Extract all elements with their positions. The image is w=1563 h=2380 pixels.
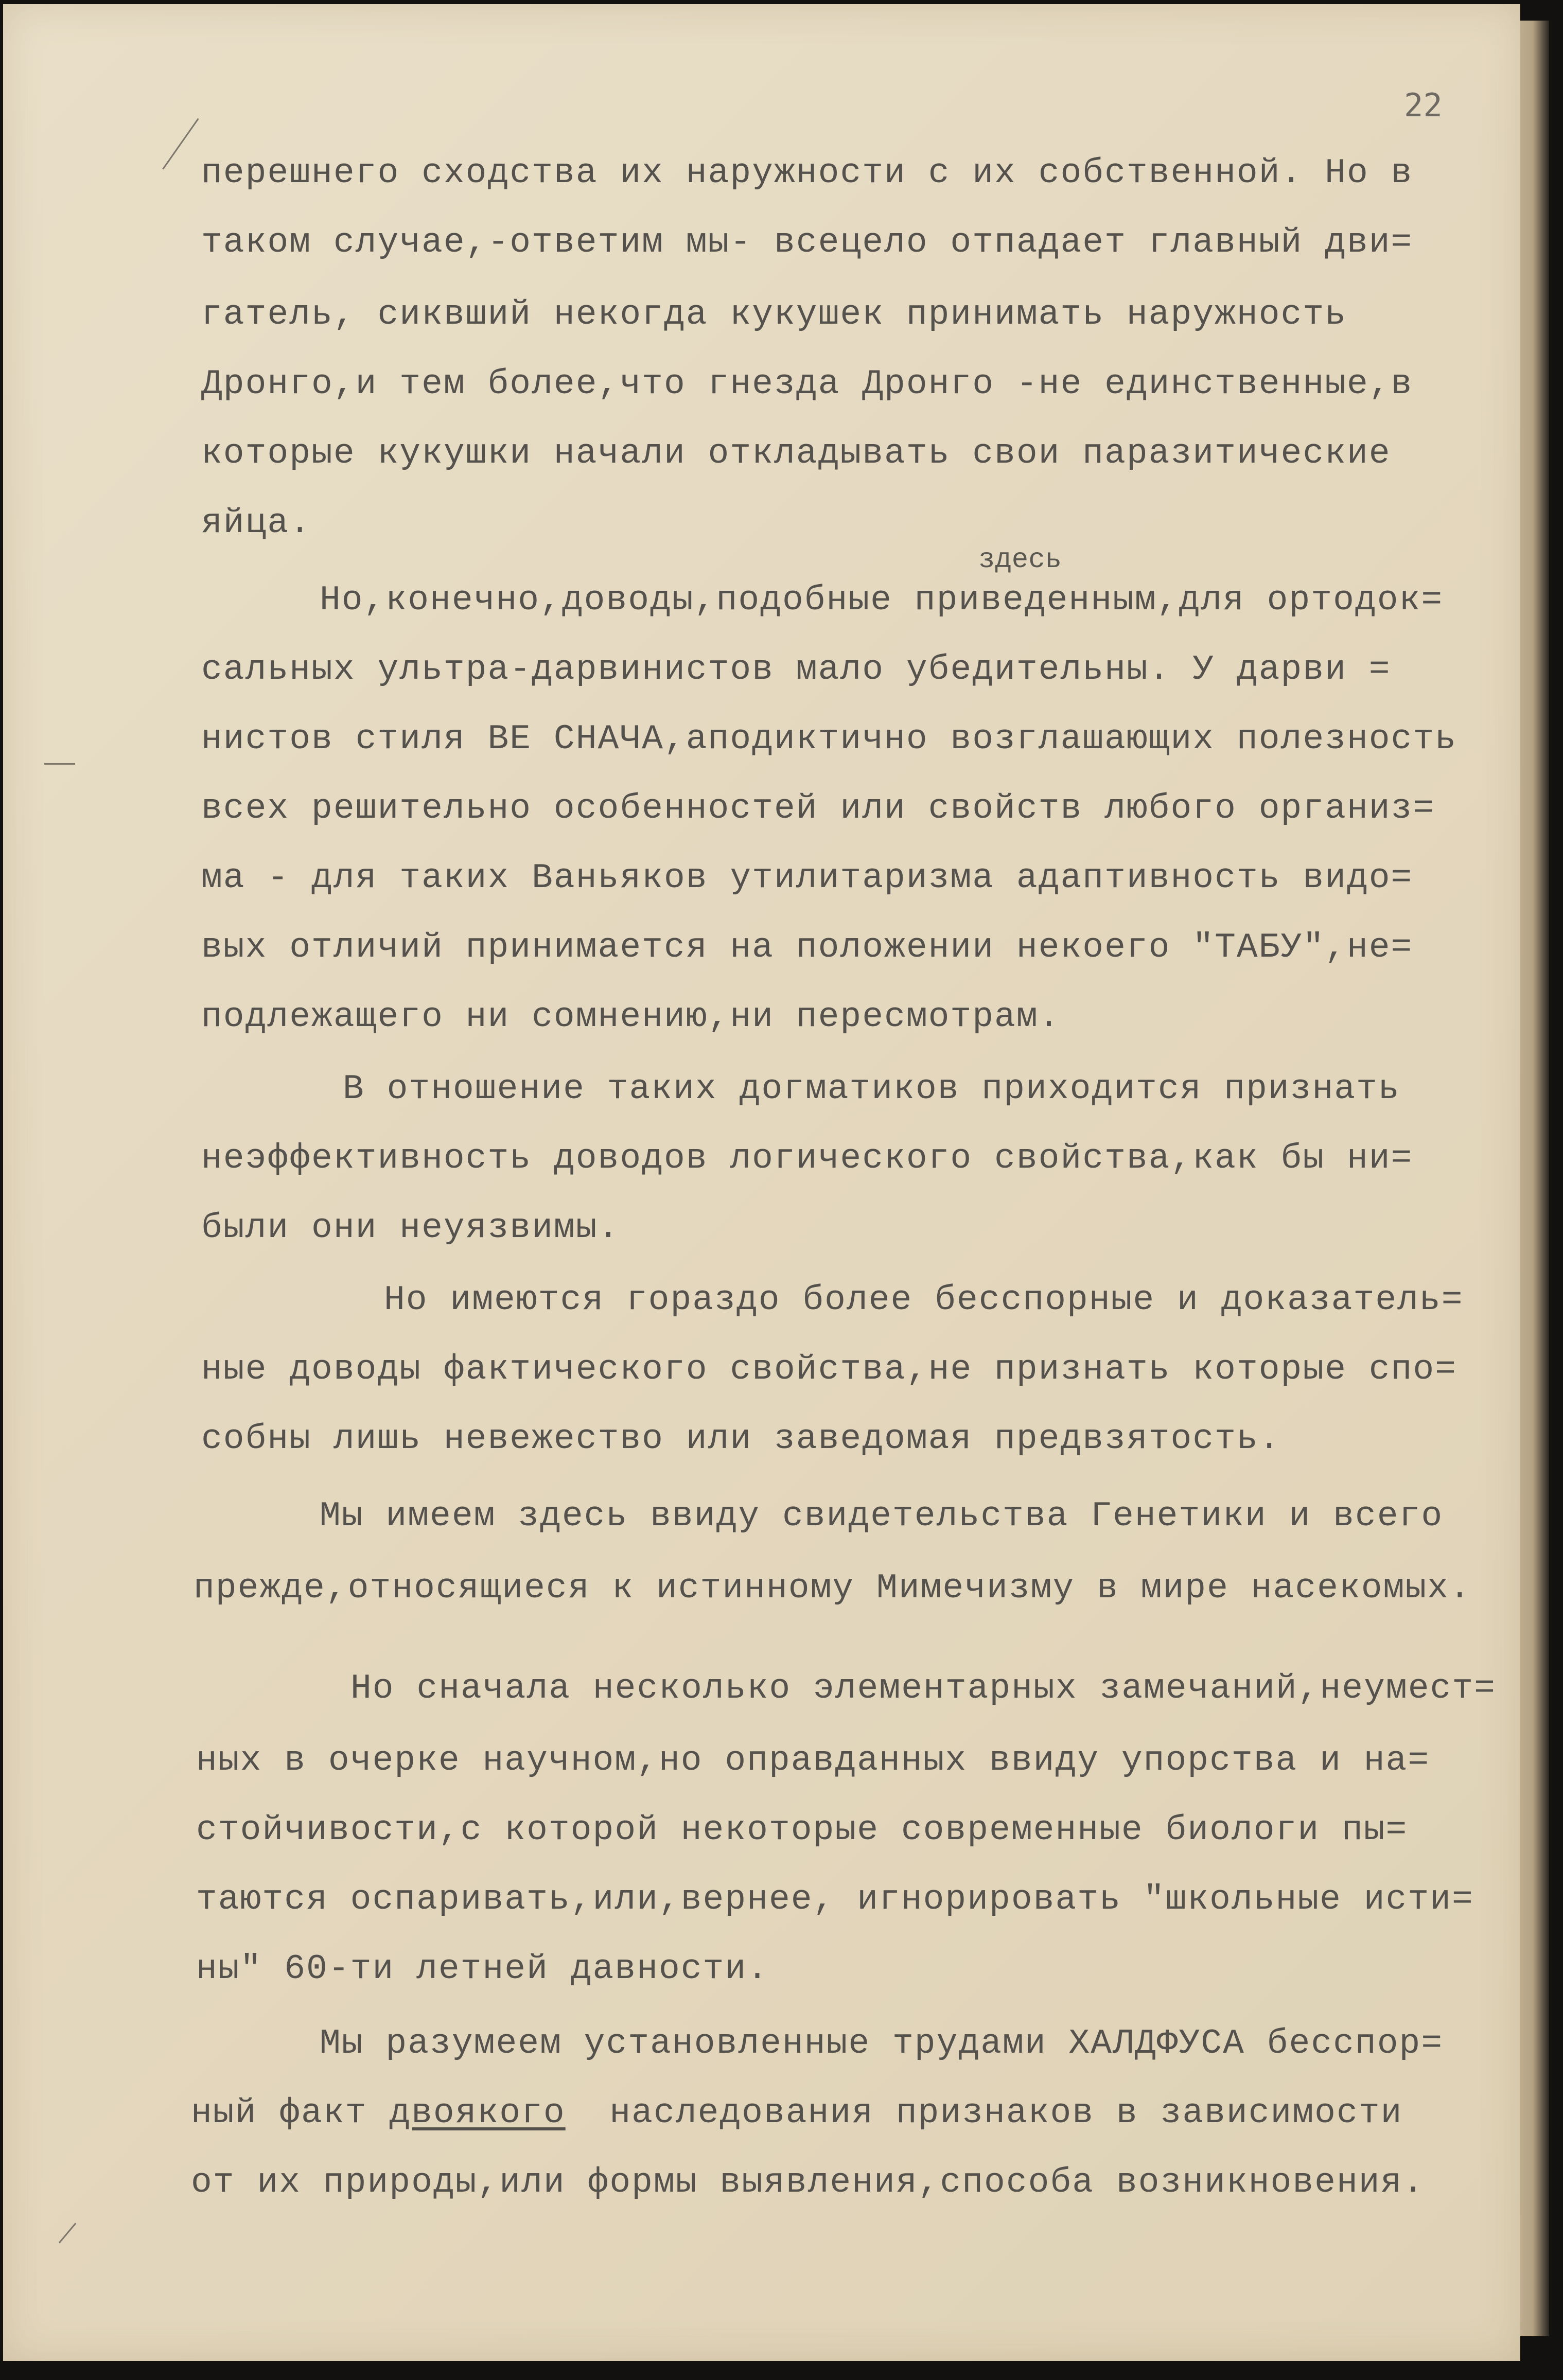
line-end: наследования признаков в зависимости bbox=[609, 2093, 1403, 2133]
line-rest bbox=[566, 2093, 610, 2133]
text-line: яйца. bbox=[201, 503, 312, 543]
page-number: 22 bbox=[1404, 86, 1443, 124]
text-line: неэффективность доводов логического свойства,как бы ни= bbox=[201, 1139, 1413, 1178]
text-line: прежде,относящиеся к истинному Мимечизму в мире насекомых. bbox=[194, 1568, 1471, 1608]
text-line: сальных ультра-дарвинистов мало убедительны. У дарви = bbox=[201, 650, 1391, 690]
text-line: стойчивости,с которой некоторые современные биологи пы= bbox=[196, 1810, 1408, 1850]
text-body bbox=[3, 4, 1520, 2361]
text-line: гатель, сиквший некогда кукушек принимать наружность bbox=[201, 295, 1347, 334]
text-line: ма - для таких Ваньяков утилитаризма адаптивность видо= bbox=[201, 858, 1413, 898]
text-line: ных в очерке научном,но оправданных ввиду упорства и на= bbox=[196, 1741, 1430, 1780]
handwritten-insertion: здесь bbox=[978, 544, 1062, 576]
text-line: вых отличий принимается на положении некоего "ТАБУ",не= bbox=[201, 928, 1413, 967]
text-line: были они неуязвимы. bbox=[201, 1208, 620, 1248]
text-line: Дронго,и тем более,что гнезда Дронго -не единственные,в bbox=[201, 364, 1413, 404]
text-line: ные доводы фактического свойства,не признать которые спо= bbox=[201, 1350, 1457, 1389]
text-line: Но имеются гораздо более бесспорные и доказатель= bbox=[384, 1280, 1464, 1320]
text-line: Но сначала несколько элементарных замечаний,неумест= bbox=[350, 1669, 1496, 1708]
line-start: ный факт bbox=[191, 2093, 390, 2133]
text-line: собны лишь невежество или заведомая предвзятость. bbox=[201, 1419, 1281, 1459]
text-line: ны" 60-ти летней давности. bbox=[196, 1949, 769, 1989]
text-line: Мы разумеем установленные трудами ХАЛДФУСА бесспор= bbox=[320, 2024, 1444, 2064]
text-line: всех решительно особенностей или свойств любого организ= bbox=[201, 789, 1435, 828]
text-line: перешнего сходства их наружности с их собственной. Но в bbox=[201, 153, 1413, 193]
text-line bbox=[191, 2093, 1403, 2133]
text-line: которые кукушки начали откладывать свои паразитические bbox=[201, 434, 1391, 473]
text-line: подлежащего ни сомнению,ни пересмотрам. bbox=[201, 997, 1061, 1037]
text-line: Но,конечно,доводы,подобные приведенным,для ортодок= bbox=[320, 580, 1444, 620]
pencil-mark bbox=[44, 763, 75, 765]
text-line: от их природы,или формы выявления,способа возникновения. bbox=[191, 2163, 1425, 2202]
text-line: таком случае,-ответим мы- всецело отпадает главный дви= bbox=[201, 223, 1413, 262]
text-line: Мы имеем здесь ввиду свидетельства Генетики и всего bbox=[320, 1496, 1444, 1536]
text-line: таются оспаривать,или,вернее, игнорировать "школьные исти= bbox=[196, 1880, 1474, 1919]
typewritten-page bbox=[3, 4, 1520, 2361]
text-line: нистов стиля ВЕ СНАЧА,аподиктично возглашающих полезность bbox=[201, 719, 1457, 759]
text-line: В отношение таких догматиков приходится признать bbox=[343, 1069, 1400, 1109]
underlined-word: двоякого bbox=[389, 2093, 566, 2133]
